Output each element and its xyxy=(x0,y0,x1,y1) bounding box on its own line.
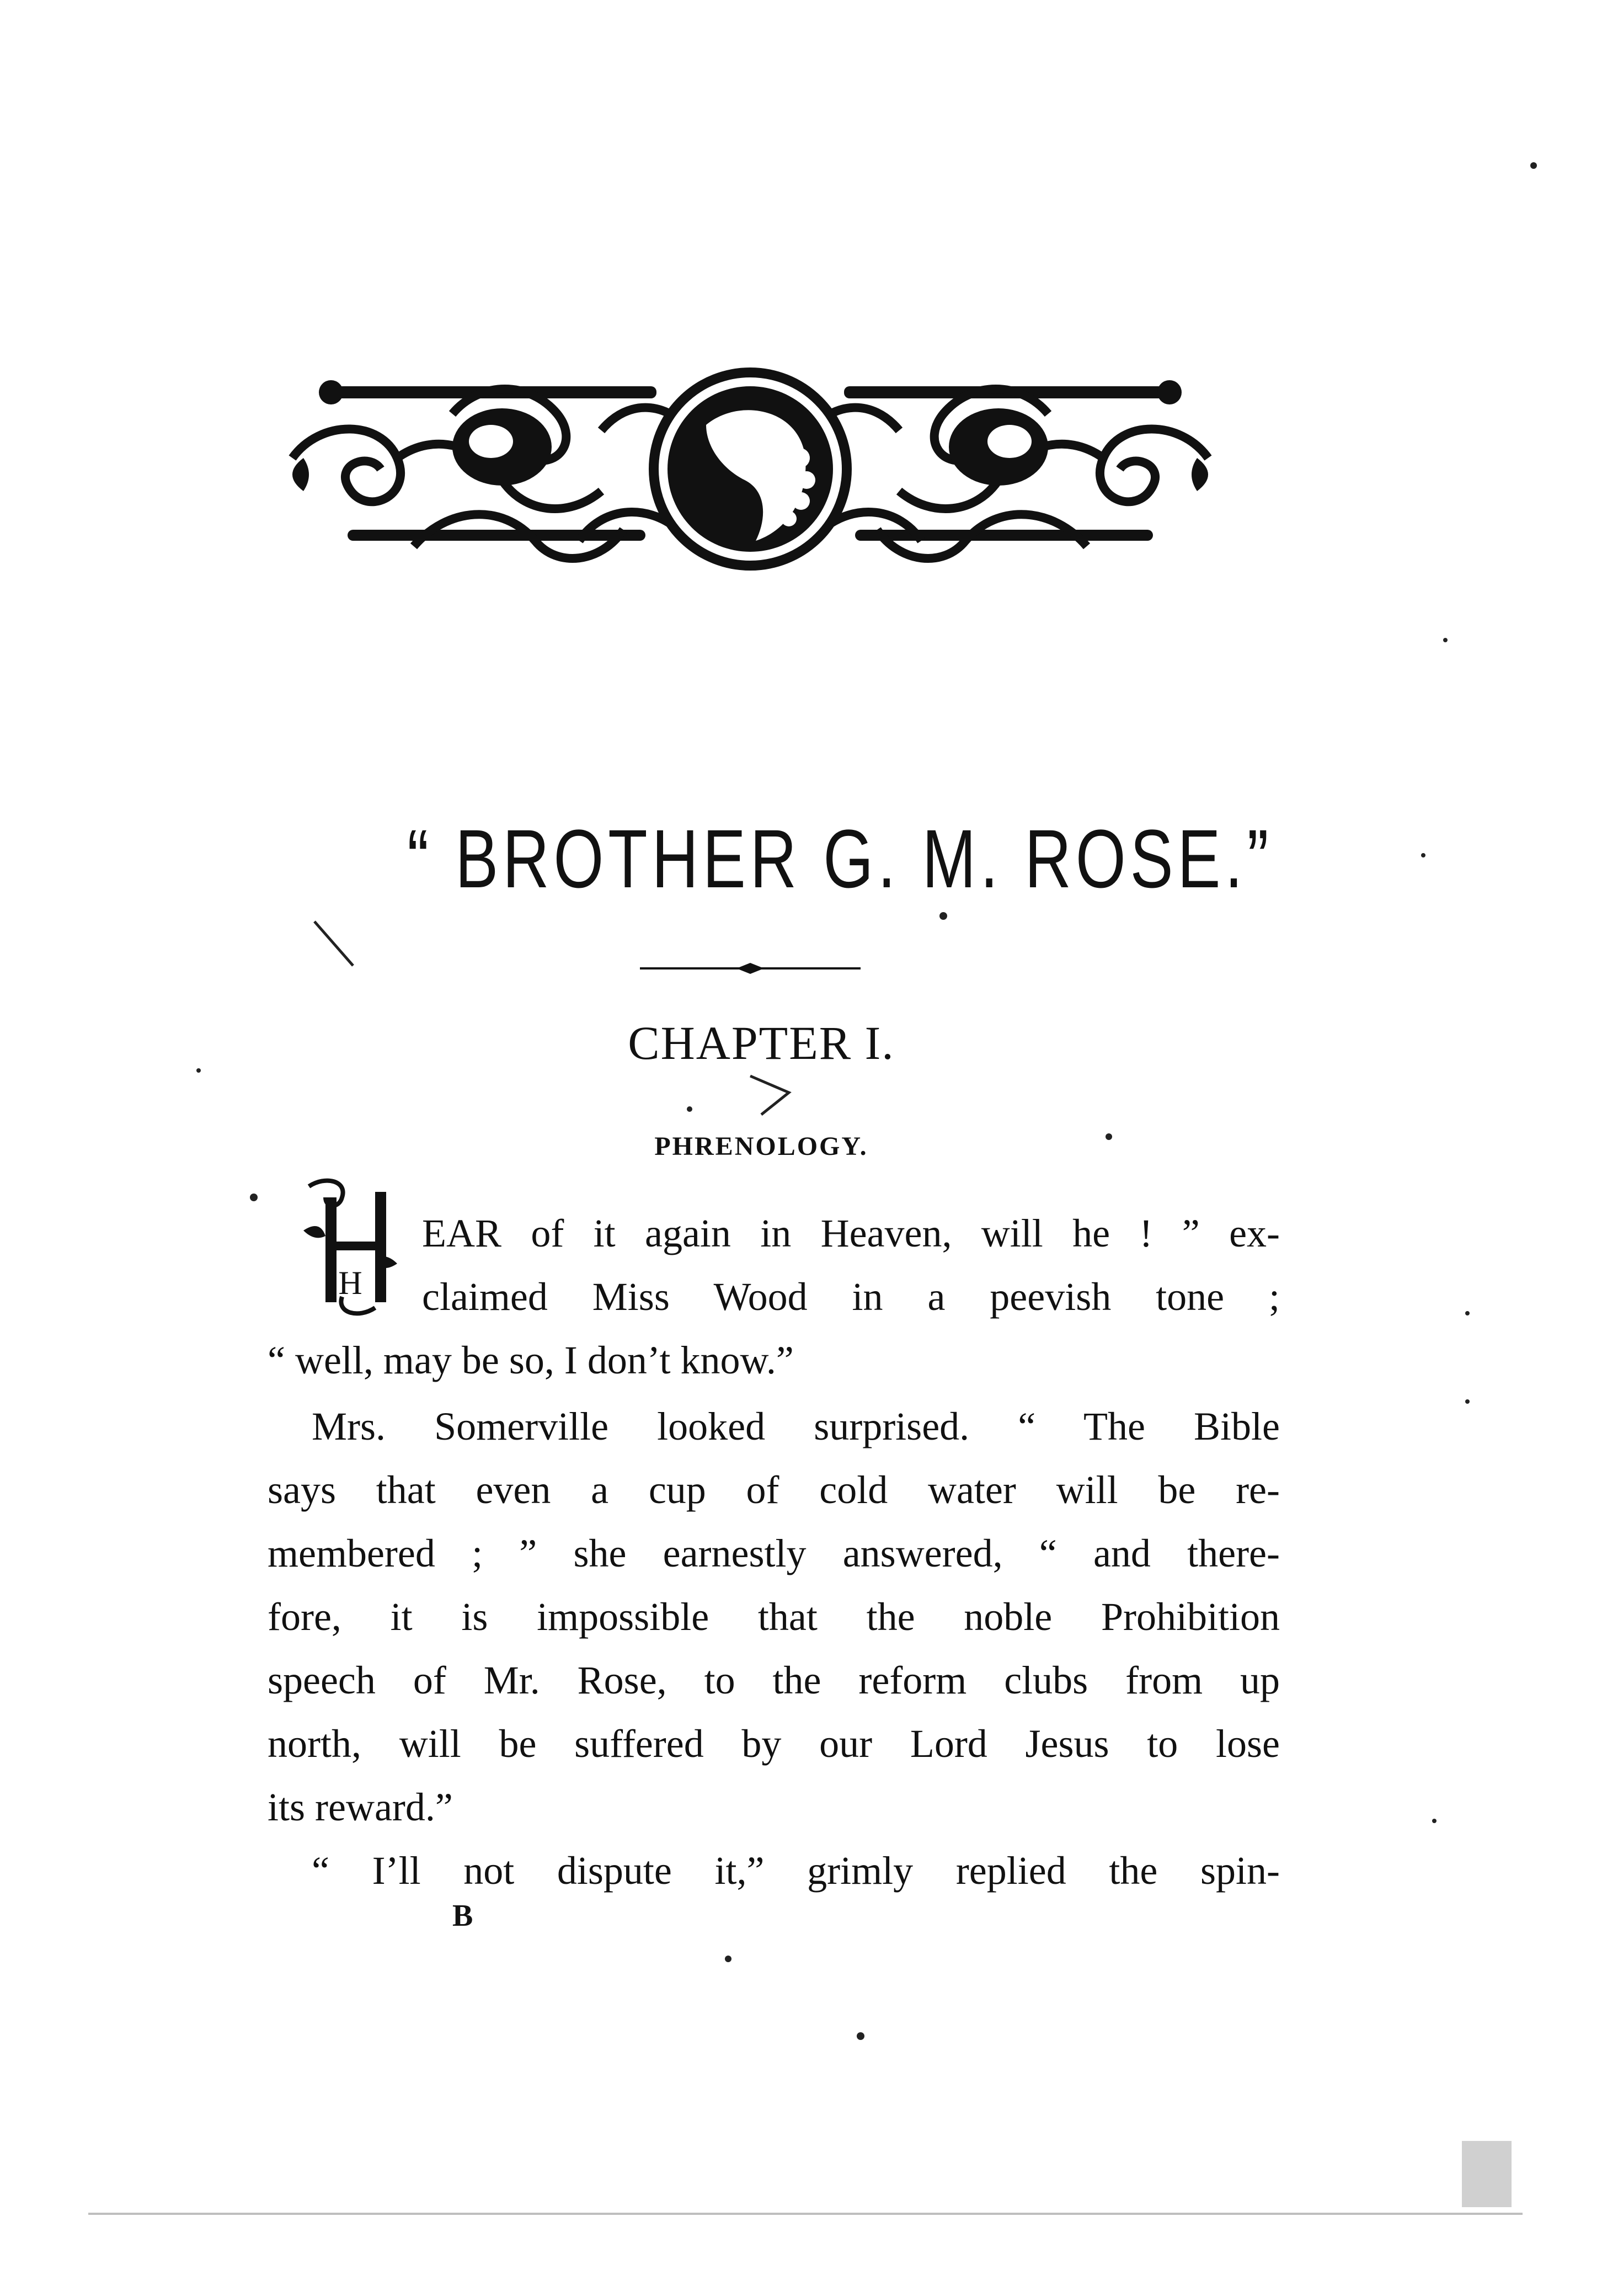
text-line: north, will be suffered by our Lord Jesus to lose xyxy=(268,1722,1280,1766)
text-line: membered ; ” she earnestly answered, “ and there- xyxy=(268,1531,1280,1575)
text-line: speech of Mr. Rose, to the reform clubs from up xyxy=(268,1658,1280,1702)
text-line: Mrs. Somerville looked surprised. “ The Bible xyxy=(312,1404,1280,1448)
drop-cap-letter: H xyxy=(338,1265,362,1301)
chapter-heading: CHAPTER I. xyxy=(628,1016,895,1069)
signature-mark: B xyxy=(452,1899,473,1933)
text-line: claimed Miss Wood in a peevish tone ; xyxy=(422,1275,1280,1319)
diamond-rule-icon xyxy=(640,960,861,977)
text-line: its reward.” xyxy=(268,1785,453,1829)
chapter-subtitle: PHRENOLOGY. xyxy=(654,1132,868,1161)
ornamental-headpiece-icon xyxy=(270,364,1230,596)
text-line: EAR of it again in Heaven, will he ! ” ex- xyxy=(422,1211,1280,1255)
text-line: fore, it is impossible that the noble Prohibition xyxy=(268,1595,1280,1639)
ornamental-drop-cap-icon xyxy=(287,1175,414,1319)
text-line: says that even a cup of cold water will be re- xyxy=(268,1468,1280,1512)
book-title: “ BROTHER G. M. ROSE.” xyxy=(407,812,1273,905)
text-line: “ well, may be so, I don’t know.” xyxy=(268,1338,794,1382)
text-line: “ I’ll not dispute it,” grimly replied the spin- xyxy=(312,1848,1280,1893)
